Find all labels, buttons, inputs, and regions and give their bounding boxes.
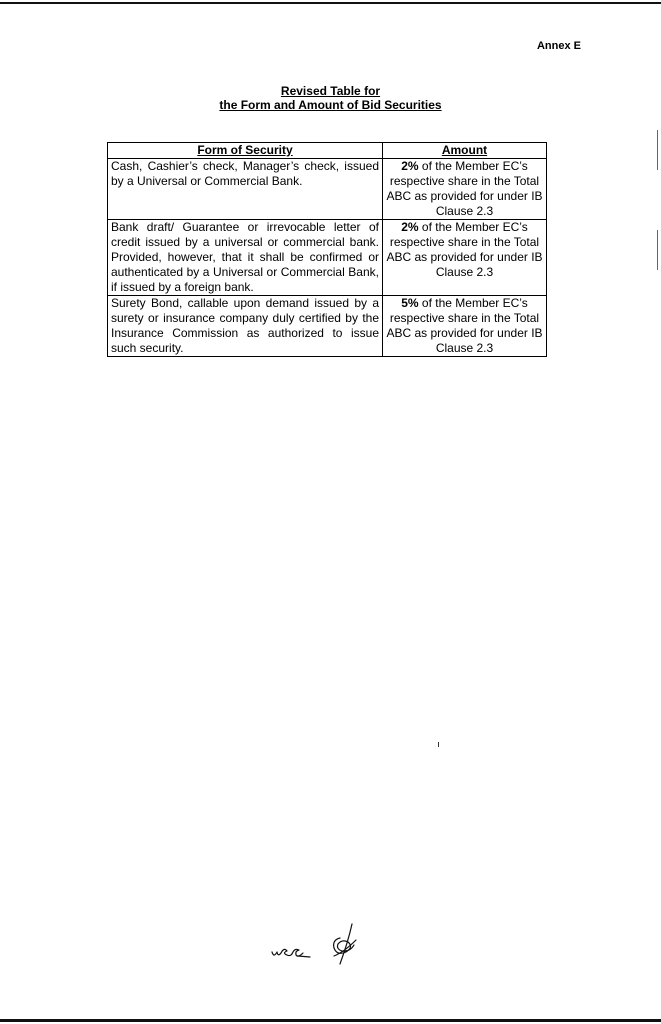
amount-cell xyxy=(383,220,547,296)
form-of-security-cell: Surety Bond, callable upon demand issued by a surety or insurance company duly certified by the Insurance Commission as authorized to issue such security. xyxy=(108,296,383,357)
column-header-form: Form of Security xyxy=(108,143,383,159)
bid-securities-table xyxy=(107,142,547,357)
amount-cell xyxy=(383,296,547,357)
scan-mark-right xyxy=(657,130,658,170)
column-header-amount: Amount xyxy=(383,143,547,159)
table-row xyxy=(108,220,547,296)
scan-edge-top xyxy=(0,2,661,4)
amount-description: of the Member EC’s respective share in the Total ABC as provided for under IB Clause 2.3 xyxy=(386,159,543,218)
document-title-line-1: Revised Table for xyxy=(280,84,381,98)
scan-mark-right xyxy=(657,230,658,270)
handwritten-initials-signature xyxy=(268,918,378,968)
table-row xyxy=(108,159,547,220)
amount-description: of the Member EC’s respective share in the Total ABC as provided for under IB Clause 2.3 xyxy=(386,296,543,355)
amount-percent: 2% xyxy=(401,220,419,234)
stray-mark xyxy=(438,742,439,747)
amount-percent: 2% xyxy=(401,159,419,173)
form-of-security-cell: Bank draft/ Guarantee or irrevocable letter of credit issued by a universal or commercial bank. Provided, however, that it shall be confirmed or authenticated by a Universal or Commercial Bank, if issued by a foreign bank. xyxy=(108,220,383,296)
annex-label: Annex E xyxy=(536,40,581,52)
scan-edge-bottom xyxy=(0,1019,661,1022)
amount-cell xyxy=(383,159,547,220)
amount-percent: 5% xyxy=(401,296,419,310)
form-of-security-cell: Cash, Cashier’s check, Manager’s check, issued by a Universal or Commercial Bank. xyxy=(108,159,383,220)
table-header-row xyxy=(108,143,547,159)
document-title-line-2: the Form and Amount of Bid Securities xyxy=(219,98,442,112)
amount-description: of the Member EC’s respective share in the Total ABC as provided for under IB Clause 2.3 xyxy=(386,220,543,279)
table-row xyxy=(108,296,547,357)
